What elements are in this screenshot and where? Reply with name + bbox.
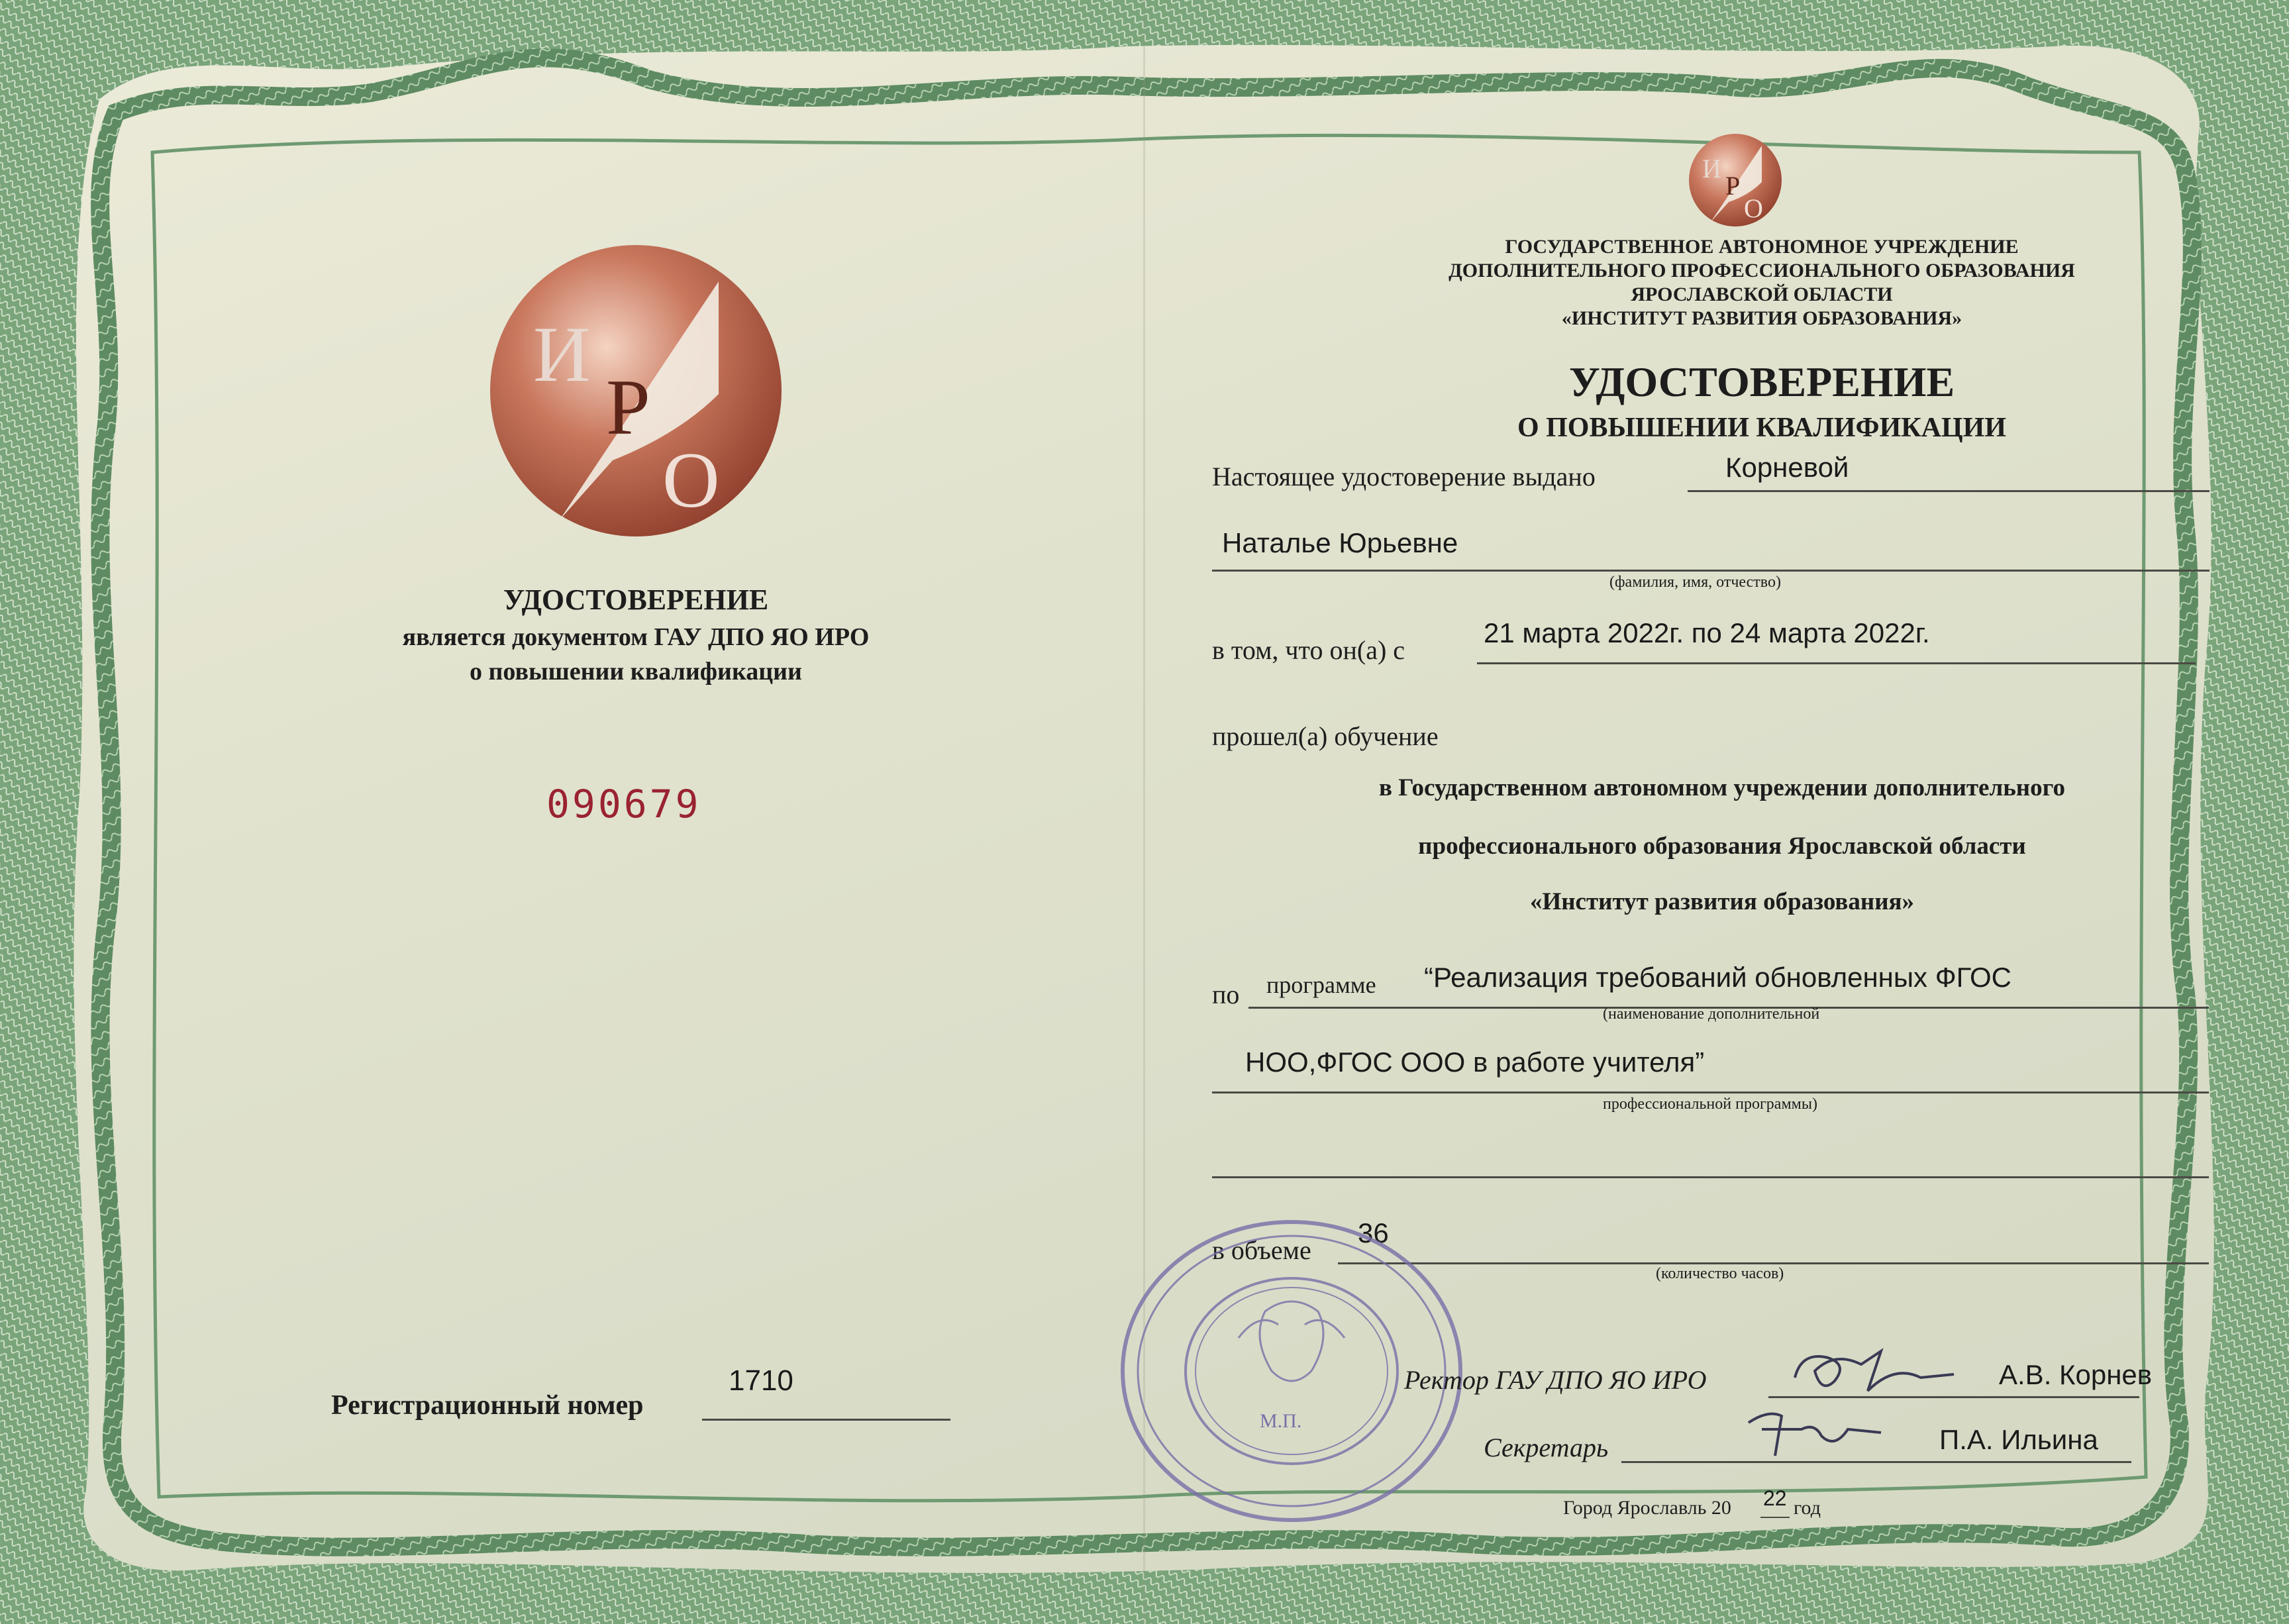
reg-number-label: Регистрационный номер <box>331 1390 644 1421</box>
left-subtitle-2: о повышении квалификации <box>470 658 802 685</box>
org-line-3: ЯРОСЛАВСКОЙ ОБЛАСТИ <box>1631 283 1893 305</box>
left-subtitle-1: является документом ГАУ ДПО ЯО ИРО <box>402 623 870 651</box>
program-underline-3 <box>1212 1176 2209 1178</box>
logo-letter-i: И <box>533 310 591 398</box>
city-label: Город Ярославль 20 <box>1563 1497 1731 1519</box>
training-label: прошел(а) обучение <box>1212 721 1439 751</box>
volume-label: в объеме <box>1212 1235 1311 1265</box>
secretary-name: П.А. Ильина <box>1939 1424 2098 1455</box>
stamp-mp-label: М.П. <box>1260 1410 1302 1432</box>
rector-label: Ректор ГАУ ДПО ЯО ИРО <box>1404 1365 1707 1395</box>
fio-caption: (фамилия, имя, отчество) <box>1609 574 1781 591</box>
org-line-4: «ИНСТИТУТ РАЗВИТИЯ ОБРАЗОВАНИЯ» <box>1561 307 1962 329</box>
surname-value: Корневой <box>1725 452 1849 483</box>
small-logo-letter-r: Р <box>1725 171 1741 201</box>
reg-number-value: 1710 <box>729 1364 793 1397</box>
name-underline <box>1212 570 2210 572</box>
iro-logo-icon <box>480 242 791 540</box>
institution-line-1: в Государственном автономном учреждении дополнительного <box>1378 774 2066 801</box>
issued-label: Настоящее удостоверение выдано <box>1212 462 1596 491</box>
year-value: 22 <box>1763 1486 1787 1510</box>
program-underline-2 <box>1212 1091 2209 1093</box>
secretary-signature <box>1742 1403 1888 1462</box>
small-logo-letter-i: И <box>1702 154 1721 183</box>
reg-number-underline <box>702 1419 950 1421</box>
institution-line-2: профессионального образования Ярославской области <box>1418 833 2026 860</box>
program-label: программе <box>1266 972 1376 998</box>
program-caption-2: профессиональной программы) <box>1603 1095 1817 1113</box>
period-value: 21 марта 2022г. по 24 марта 2022г. <box>1484 617 1930 648</box>
period-label: в том, что он(а) с <box>1212 635 1405 665</box>
period-underline <box>1477 662 2196 664</box>
logo-letter-o: О <box>662 436 720 524</box>
org-line-2: ДОПОЛНИТЕЛЬНОГО ПРОФЕССИОНАЛЬНОГО ОБРАЗОВАНИЯ <box>1449 260 2075 281</box>
right-subtitle: О ПОВЫШЕНИИ КВАЛИФИКАЦИИ <box>1517 413 2007 443</box>
program-value-1: “Реализация требований обновленных ФГОС <box>1424 962 2012 993</box>
name-value: Наталье Юрьевне <box>1222 527 1458 558</box>
iro-logo-small-icon <box>1686 132 1785 228</box>
institution-line-3: «Институт развития образования» <box>1529 888 1915 915</box>
secretary-label: Секретарь <box>1484 1433 1609 1462</box>
right-title: УДОСТОВЕРЕНИЕ <box>1568 358 1955 405</box>
program-caption-1: (наименование дополнительной <box>1603 1005 1820 1023</box>
volume-value: 36 <box>1358 1217 1389 1248</box>
program-value-2: НОО,ФГОС ООО в работе учителя” <box>1245 1046 1705 1078</box>
left-title: УДОСТОВЕРЕНИЕ <box>503 584 769 616</box>
program-prefix: по <box>1212 980 1240 1009</box>
rector-signature <box>1788 1338 1960 1397</box>
org-line-1: ГОСУДАРСТВЕННОЕ АВТОНОМНОЕ УЧРЕЖДЕНИЕ <box>1505 236 2019 258</box>
volume-caption: (количество часов) <box>1656 1265 1784 1282</box>
logo-letter-r: Р <box>606 363 650 451</box>
year-suffix: год <box>1794 1497 1821 1519</box>
rector-name: А.В. Корнев <box>1999 1359 2153 1390</box>
small-logo-letter-o: О <box>1744 193 1763 223</box>
surname-underline <box>1688 490 2210 492</box>
year-underline <box>1760 1517 1790 1518</box>
serial-number: 090679 <box>546 782 701 827</box>
